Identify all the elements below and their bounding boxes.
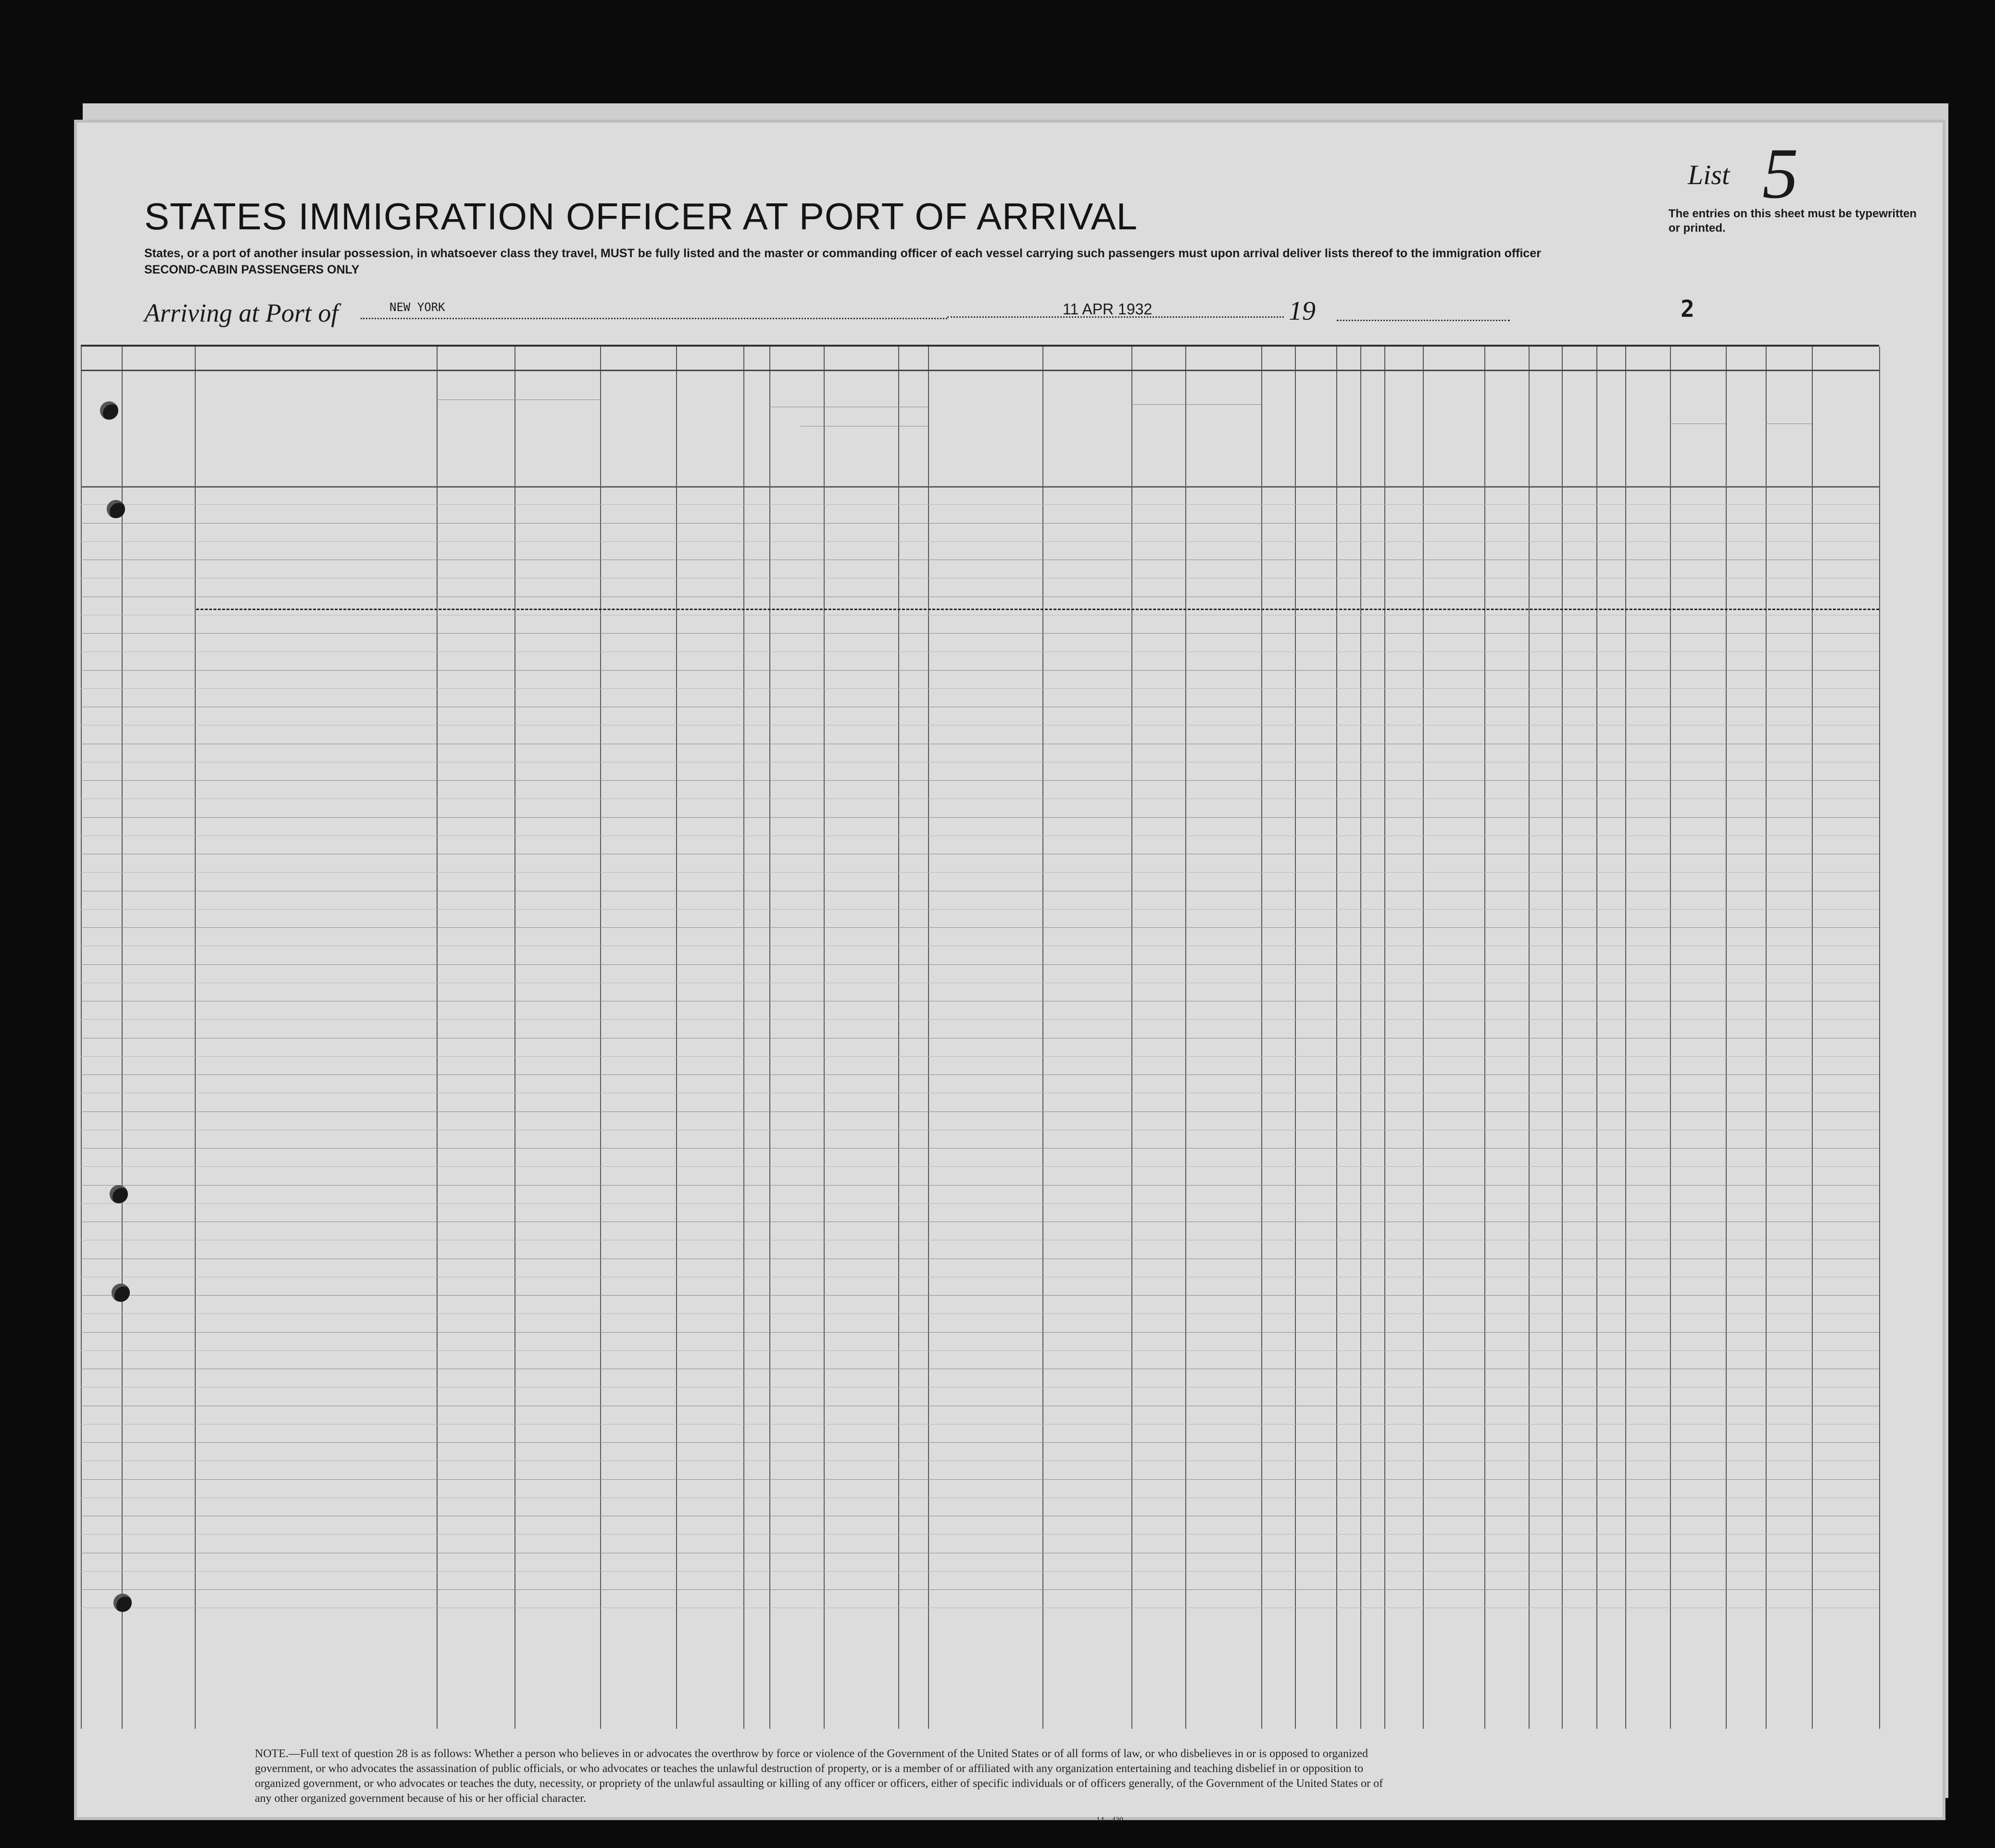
row-rule (81, 523, 1879, 524)
row-rule (81, 1442, 1879, 1443)
row-rule (81, 486, 1879, 487)
row-rule (81, 817, 1879, 818)
row-midrule (81, 1313, 1879, 1314)
row-rule (81, 964, 1879, 965)
binder-hole (113, 1594, 132, 1612)
row-midrule (81, 1019, 1879, 1020)
footnote: NOTE.—Full text of question 28 is as follows: Whether a person who believes in or advocates the overthrow by force or violence of the Government of the United States or of all forms of law, or who disbelieves in or is opposed to organized government, or who advocates the assassination of public officials, or who advocates or teaches the unlawful destruction of property, or is a member of or affiliated with any organization entertaining and teaching disbelief in or opposition to organized government, or who advocates or teaches the duty, necessity, or propriety of the unlawful assaulting or killing of any officer or officers, either of specific individuals or of officers generally, of the Government of the United States or of any other organized government because of his or her official character. (255, 1748, 1383, 1805)
page-title: STATES IMMIGRATION OFFICER AT PORT OF ARRIVAL (144, 195, 1138, 237)
row-midrule (81, 1056, 1879, 1057)
row-midrule (81, 1350, 1879, 1351)
list-label: List (1688, 159, 1730, 190)
typewritten-note: The entries on this sheet must be typewritten or printed. (1669, 207, 1917, 235)
manifest-table (81, 345, 1879, 1729)
year-underline (1337, 320, 1510, 321)
row-rule (81, 1074, 1879, 1075)
column-rule (1879, 347, 1880, 1729)
row-midrule (81, 872, 1879, 873)
binder-hole (110, 1185, 128, 1203)
row-midrule (81, 541, 1879, 542)
row-rule (81, 1332, 1879, 1333)
row-midrule (81, 688, 1879, 689)
row-rule (81, 1185, 1879, 1186)
row-midrule (81, 1166, 1879, 1167)
binder-hole (100, 401, 118, 420)
row-rule (81, 1148, 1879, 1149)
form-code: 14—430 (1096, 1816, 1123, 1824)
row-midrule (81, 1203, 1879, 1204)
row-midrule (81, 1534, 1879, 1535)
arriving-label: Arriving at Port of (144, 299, 339, 327)
row-midrule (81, 909, 1879, 910)
binder-hole (112, 1284, 130, 1302)
row-rule (81, 1589, 1879, 1590)
page-mark: 2 (1681, 296, 1694, 323)
row-rule (81, 780, 1879, 781)
row-rule (81, 1111, 1879, 1112)
row-rule (81, 1295, 1879, 1296)
binder-hole (107, 500, 125, 518)
header-rule (81, 370, 1879, 371)
row-rule (81, 1479, 1879, 1480)
row-rule (81, 927, 1879, 928)
strike-line (196, 609, 1879, 610)
year-label: 19 (1289, 296, 1316, 326)
manifest-sheet (77, 123, 1943, 1824)
list-number: 5 (1762, 134, 1798, 213)
header-subrule (1131, 404, 1261, 405)
row-midrule (81, 1571, 1879, 1572)
row-rule (81, 670, 1879, 671)
row-rule (81, 633, 1879, 634)
port-field: NEW YORK (361, 300, 947, 319)
cabin-class: SECOND-CABIN PASSENGERS ONLY (144, 263, 360, 276)
subtitle-line: States, or a port of another insular possession, in whatsoever class they travel, MUST be fully listed and the master or commanding officer of each vessel carrying such passengers must upon arrival deliver lists thereof to the immigration officer (144, 247, 1541, 260)
row-midrule (81, 651, 1879, 652)
arrival-date: 11 APR 1932 (947, 300, 1284, 318)
subtitle (144, 245, 1875, 278)
row-midrule (81, 504, 1879, 505)
